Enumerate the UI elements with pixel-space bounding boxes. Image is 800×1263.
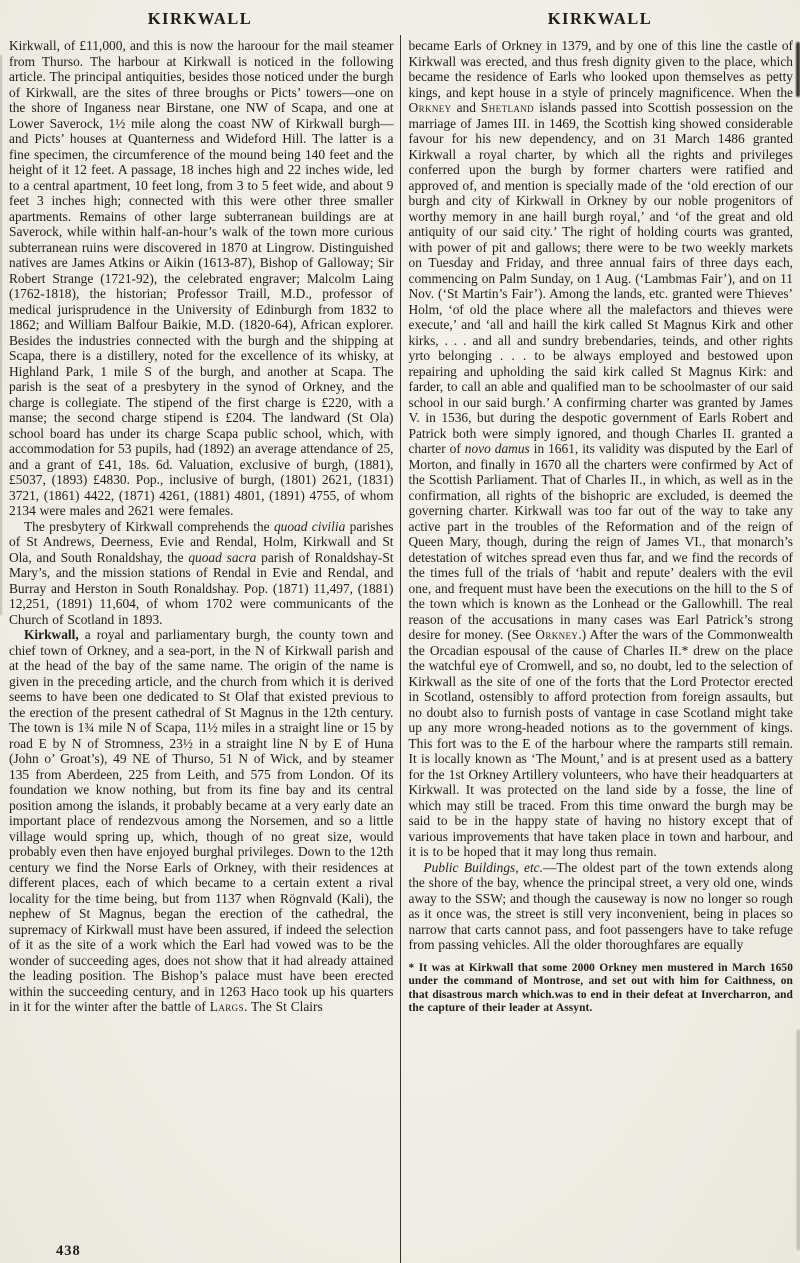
text-run: Orkney <box>535 627 579 642</box>
text-run: parish of Ronaldshay-St Mary’s, and the mission stations of Rendal in Evie and Rendal, and Burray and Herston in South Ronaldshay. Pop. (1871) 11,497, (1881) 12,251, (1891) 11,604, of whom 1702 were communicants of the Church of Scotland in 1893. <box>9 549 394 627</box>
paragraph <box>409 38 794 860</box>
text-run: novo damus <box>464 441 530 456</box>
text-run: became Earls of Orkney in 1379, and by one of this line the castle of Kirkwall was erected, and thus fresh dignity given to the place, which became the residence of Earls who looked upon themselves as petty kings, and kept house in a style of princely magnificence. When the <box>408 38 793 100</box>
text-run: in 1661, its validity was disputed by the Earl of Morton, and finally in 1670 all the charters were confirmed by Act of the Scottish Parliament. That of Charles II., in which, as well as in the confirmation, all rights of the bishopric are excluded, is deemed the governing charter. Kirkwall was too far out of the way to take any active part in the troubles of the Reformation and of the reign of Queen Mary, though, during the reign of James VI., that monarch’s detestation of witches spread even thus far, and we find the records of the times full of the trials of ‘habit and repute’ dealers with the evil one, and frequent must have been the executions on the hill to the S of the town which is known as the Lonhead or the Gallowhill. The real reason of the accusations in many cases was Earl Patrick’s strong desire for money. (See <box>408 441 793 642</box>
text-run: Orkney <box>408 100 452 115</box>
text-run: quoad civilia <box>273 518 346 534</box>
left-column-running-head: KIRKWALL <box>147 9 253 28</box>
text-run: . The St Clairs <box>243 999 323 1014</box>
text-run: and <box>451 100 481 115</box>
paragraph <box>9 38 394 519</box>
page-number: 438 <box>56 1243 81 1259</box>
text-run: Shetland <box>480 100 535 115</box>
right-column-running-head: KIRKWALL <box>547 9 653 28</box>
text-run: Largs <box>209 999 244 1014</box>
text-run: Kirkwall, <box>24 627 79 642</box>
left-text-column <box>0 35 400 1263</box>
running-heads <box>0 0 800 29</box>
paragraph <box>9 519 394 628</box>
text-run: .) After the wars of the Commonwealth the Orcadian espousal of the cause of Charles II.* drew on the place the watchful eye of Cromwell, and so, no doubt, led to the selection of Kirkwall as the site of one of the forts that the Lord Protector erected in Scotland, ostensibly to afford protection from foreign assaults, but no doubt also to furnish posts of vantage in case Scotland might take up any more wrong-headed notions as to the government of kings. This fort was to the E of the harbour where the ramparts still remain. It is locally known as ‘The Mount,’ and is at present used as a battery for the 1st Orkney Artillery volunteers, who have their headquarters at Kirkwall. It was protected on the land side by a fosse, the line of which may still be traced. From this time onward the burgh may be said to be in the happy state of having no history except that of various improvements that have taken place in town and harbour, and it is to be hoped that it may long thus remain. <box>408 627 793 859</box>
right-text-column <box>401 35 800 1263</box>
footnote <box>409 962 794 1016</box>
text-run: Public Buildings, etc. <box>423 859 543 875</box>
footnote-text-run: * It was at Kirkwall that some 2000 Orkney men mustered in March 1650 under the command of Montrose, and set out with him for Caithness, on that disastrous march which.was to end in their defeat at Invercharron, and the capture of their leader at Assynt. <box>408 961 793 1015</box>
text-run: Kirkwall, of £11,000, and this is now the haroour for the mail steamer from Thurso. The harbour at Kirkwall is noticed in the following article. The principal antiquities, besides those noticed under the burgh of Kirkwall, are the sites of three broughs or Picts’ towers—one on the shore of Inganess near Birstane, one NW of Scapa, and one at Lower Saverock, 1½ mile along the coast NW of Kirkwall burgh—and Picts’ houses at Quanterness and Wideford Hill. The latter is a fine specimen, the circumference of the mound being 140 feet and the height of it 12 feet. A passage, 18 inches high and 22 inches wide, led to a central apartment, 10 feet long, from 3 to 5 feet wide, and about 9 feet 3 inches high; connected with this were other three smaller apartments. Remains of other large subterranean buildings are at Saverock, while within half-an-hour’s walk of the town more curious subterranean ruins were discovered in 1870 at Lingrow. Distinguished natives are James Atkins or Aikin (1613-87), Bishop of Galloway; Sir Robert Strange (1721-92), the celebrated engraver; Malcolm Laing (1762-1818), the historian; Professor Traill, M.D., professor of medical jurisprudence in the University of Edinburgh from 1832 to 1862; and William Balfour Baikie, M.D. (1820-64), African explorer. Besides the industries connected with the burgh and the shipping at Scapa, there is a distillery, noted for the excellence of its whisky, at Highland Park, 1 mile S of the burgh, and another at Scapa. The parish is the seat of a presbytery in the synod of Orkney, and the charge is collegiate. The stipend of the first charge is £220, with a manse; the second charge stipend is £204. The landward (St Ola) school board has under its charge Scapa public school, which, with accommodation for 53 pupils, had (1892) an average attendance of 25, and a grant of £41, 18s. 6d. Valuation, exclusive of burgh, (1881), £5037, (1893) £4830. Pop., inclusive of burgh, (1801) 2621, (1831) 3721, (1861) 4422, (1871) 4261, (1881) 4801, (1891) 4755, of whom 2134 were males and 2621 were females. <box>9 38 394 518</box>
text-run: a royal and parliamentary burgh, the county town and chief town of Orkney, and a sea-port, in the N of Kirkwall parish and at the head of the bay of the same name. The origin of the name is given in the preceding article, and the church from which it is derived seems to have been one dedicated to St Olaf that existed previous to the erection of the present cathedral of St Magnus in the 12th century. The town is 1¾ mile N of Scapa, 11½ miles in a straight line or 15 by road E by N of Stromness, 23½ in a straight line N by E of Huna (John o’ Groat’s), 49 NE of Thurso, 51 N of Wick, and by steamer 135 from Aberdeen, 225 from Leith, and 575 from London. Of its foundation we know nothing, but from its fine bay and its central position among the islands, it probably became at a very early date an important place of rendezvous among the Norsemen, and so a little village would spring up, which, though of no great size, would probably even then have enjoyed burghal privileges. Down to the 12th century we find the Norse Earls of Orkney, with their residences at different places, each of which became to a certain extent a rival locality for the time being, but from 1137 when Rögnvald (Kali), the nephew of St Magnus, began the erection of the cathedral, the supremacy of Kirkwall must have been assured, if indeed the selection of it as the site of a work which the Earl had vowed was to be the wonder of succeeding ages, does not show that it had already attained the leading position. The Bishop’s palace must have been erected within the succeeding century, and in 1263 Haco took up his quarters in it for the winter after the battle of <box>9 627 394 1014</box>
text-run: —The oldest part of the town extends along the shore of the bay, whence the principal street, a very old one, winds away to the SSW; and though the causeway is now no longer so rough as it once was, the street is still very inconvenient, being in places so narrow that carts cannot pass, and foot passengers have to take refuge from passing vehicles. All the older thoroughfares are equally <box>408 859 793 952</box>
text-run: quoad sacra <box>188 549 257 565</box>
text-run: parishes of St Andrews, Deerness, Evie and Rendal, Holm, Kirkwall and St Ola, and South Ronaldshay, the <box>9 518 394 565</box>
paragraph <box>409 860 794 953</box>
text-run: The presbytery of Kirkwall comprehends the <box>24 518 274 534</box>
text-run: islands passed into Scottish possession on the marriage of James III. in 1469, the Scottish king showed considerable favour for his new dependency, and on 31 March 1486 granted Kirkwall a royal charter, by which all the rights and privileges conferred upon the burgh by former charters were ratified and approved of, and mention is specially made of the ‘old erection of our burgh and city of Kirkwall in Orkney by our noble progenitors of worthy memory in ane haill burgh royal,’ and ‘of the great and old antiquity of our said city.’ The right of holding courts was granted, with power of pit and gallows; there were to be two weekly markets on Tuesday and Friday, and three annual fairs of three days each, commencing on Palm Sunday, on 1 Aug. (‘Lambmas Fair’), and on 11 Nov. (‘St Martin’s Fair’). Among the lands, etc. granted were Thieves’ Holm, ‘of old the place where all the malefactors and thieves were execute,’ and ‘all and haill the kirk called St Magnus Kirk and other kirks, . . . and all and sundry brebendaries, teinds, and other rights yrto belonging . . . to be always employed and bestowed upon repairing and upholding the said kirk called St Magnus Kirk: and farder, to call an able and qualified man to be schoolmaster of our said school in our said burgh.’ A confirming charter was granted by James V. in 1536, but during the despotic government of Earls Robert and Patrick both were simply ignored, and though Charles II. granted a charter of <box>408 100 793 456</box>
paragraph <box>9 627 394 1015</box>
two-column-text-block <box>0 35 800 1263</box>
